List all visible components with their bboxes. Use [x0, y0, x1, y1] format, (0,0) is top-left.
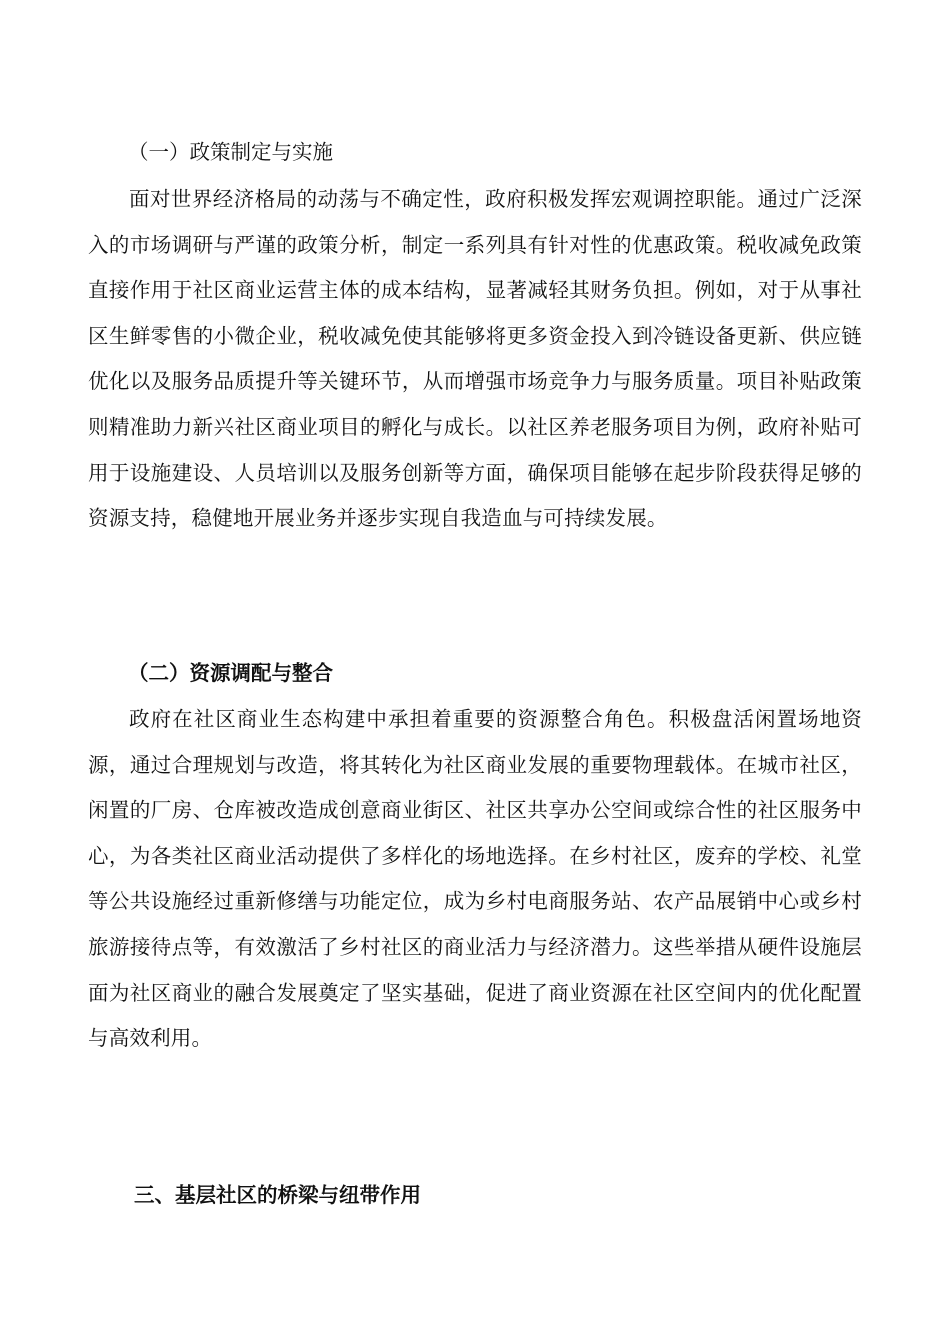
subsection-heading-policy: （一）政策制定与实施 — [128, 140, 333, 164]
subsection-heading-resources: （二）资源调配与整合 — [128, 661, 333, 685]
section-heading-community-bridge: 三、基层社区的桥梁与纽带作用 — [134, 1183, 421, 1207]
paragraph-policy: 面对世界经济格局的动荡与不确定性，政府积极发挥宏观调控职能。通过广泛深入的市场调研与严谨的政策分析，制定一系列具有针对性的优惠政策。税收减免政策直接作用于社区商业运营主体的成本结构，显著减轻其财务负担。例如，对于从事社区生鲜零售的小微企业，税收减免使其能够将更多资金投入到冷链设备更新、供应链优化以及服务品质提升等关键环节，从而增强市场竞争力与服务质量。项目补贴政策则精准助力新兴社区商业项目的孵化与成长。以社区养老服务项目为例，政府补贴可用于设施建设、人员培训以及服务创新等方面，确保项目能够在起步阶段获得足够的资源支持，稳健地开展业务并逐步实现自我造血与可持续发展。 — [88, 187, 862, 531]
paragraph-resources: 政府在社区商业生态构建中承担着重要的资源整合角色。积极盘活闲置场地资源，通过合理规划与改造，将其转化为社区商业发展的重要物理载体。在城市社区，闲置的厂房、仓库被改造成创意商业街区、社区共享办公空间或综合性的社区服务中心，为各类社区商业活动提供了多样化的场地选择。在乡村社区，废弃的学校、礼堂等公共设施经过重新修缮与功能定位，成为乡村电商服务站、农产品展销中心或乡村旅游接待点等，有效激活了乡村社区的商业活力与经济潜力。这些举措从硬件设施层面为社区商业的融合发展奠定了坚实基础，促进了商业资源在社区空间内的优化配置与高效利用。 — [88, 707, 862, 1051]
